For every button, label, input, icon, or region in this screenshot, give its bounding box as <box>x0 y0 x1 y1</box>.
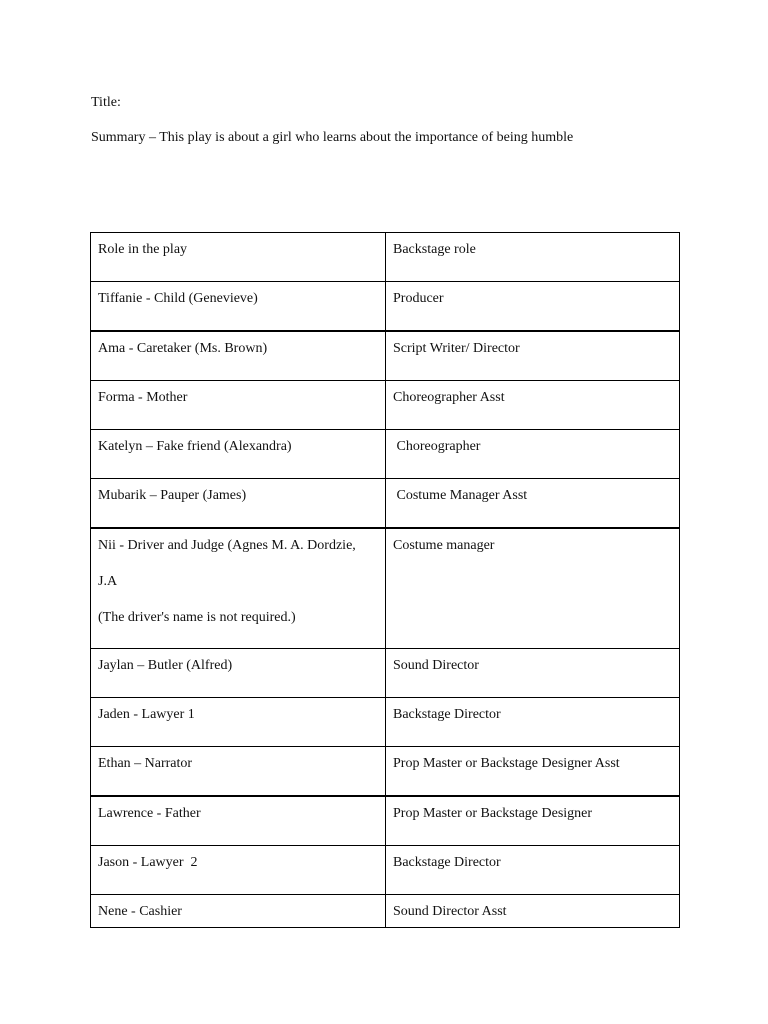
table-row <box>91 796 680 846</box>
role-cell: Tiffanie - Child (Genevieve) <box>91 282 386 332</box>
backstage-cell: Backstage Director <box>386 846 680 895</box>
backstage-cell: Prop Master or Backstage Designer Asst <box>386 747 680 797</box>
backstage-cell: Backstage Director <box>386 698 680 747</box>
table-row <box>91 895 680 928</box>
role-cell: Katelyn – Fake friend (Alexandra) <box>91 430 386 479</box>
role-cell: Forma - Mother <box>91 381 386 430</box>
table-row <box>91 381 680 430</box>
header-role: Role in the play <box>91 233 386 282</box>
backstage-cell: Sound Director Asst <box>386 895 680 928</box>
table-header-row <box>91 233 680 282</box>
table-row <box>91 282 680 332</box>
role-line: Nii - Driver and Judge (Agnes M. A. Dordzie, <box>98 538 356 553</box>
table-row <box>91 479 680 529</box>
role-cell: Ama - Caretaker (Ms. Brown) <box>91 331 386 381</box>
backstage-cell: Choreographer Asst <box>386 381 680 430</box>
role-cell: Jason - Lawyer 2 <box>91 846 386 895</box>
role-cell: Ethan – Narrator <box>91 747 386 797</box>
role-line: J.A <box>98 574 118 589</box>
table-row <box>91 528 680 649</box>
table-row <box>91 747 680 797</box>
role-cell: Lawrence - Father <box>91 796 386 846</box>
backstage-cell: Producer <box>386 282 680 332</box>
cast-table <box>90 232 680 928</box>
document-summary: Summary – This play is about a girl who learns about the importance of being humble <box>91 130 574 145</box>
backstage-cell: Prop Master or Backstage Designer <box>386 796 680 846</box>
table-row <box>91 698 680 747</box>
document-title: Title: <box>91 95 121 110</box>
backstage-cell: Costume manager <box>386 528 680 649</box>
role-cell <box>91 528 386 649</box>
backstage-cell: Script Writer/ Director <box>386 331 680 381</box>
header-backstage: Backstage role <box>386 233 680 282</box>
table-row <box>91 649 680 698</box>
backstage-cell: Sound Director <box>386 649 680 698</box>
table-row <box>91 430 680 479</box>
role-note: (The driver's name is not required.) <box>98 610 296 625</box>
role-cell: Nene - Cashier <box>91 895 386 928</box>
backstage-cell: Choreographer <box>386 430 680 479</box>
role-cell: Mubarik – Pauper (James) <box>91 479 386 529</box>
role-cell: Jaylan – Butler (Alfred) <box>91 649 386 698</box>
table-row <box>91 331 680 381</box>
backstage-cell: Costume Manager Asst <box>386 479 680 529</box>
role-cell: Jaden - Lawyer 1 <box>91 698 386 747</box>
table-row <box>91 846 680 895</box>
